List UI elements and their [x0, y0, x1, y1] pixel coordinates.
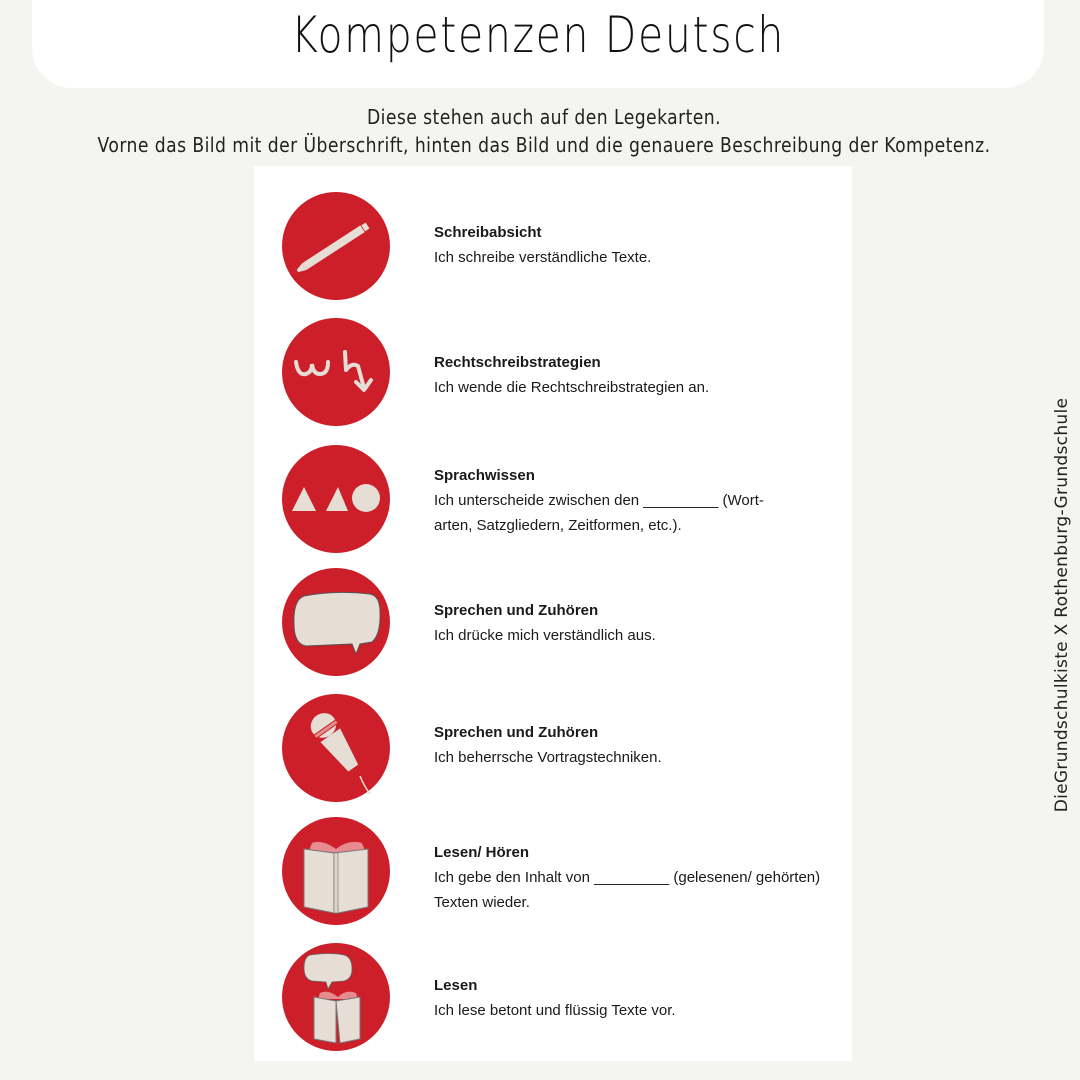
microphone-icon: [282, 694, 390, 802]
item-description: Ich wende die Rechtschreibstrategien an.: [434, 379, 710, 396]
item-title: Lesen/ Hören: [434, 844, 530, 861]
competency-panel: [254, 166, 852, 1061]
item-description: Ich beherrsche Vortragstechniken.: [434, 749, 662, 766]
item-description: Ich lese betont und flüssig Texte vor.: [434, 1002, 676, 1019]
item-description-cont: arten, Satzgliedern, Zeitformen, etc.).: [434, 517, 682, 534]
shapes-icon: [282, 445, 390, 553]
intro-line-2: Vorne das Bild mit der Überschrift, hinten das Bild und die genauere Beschreibung der Kompetenz.: [97, 133, 991, 157]
item-title: Sprechen und Zuhören: [434, 724, 599, 741]
item-description-cont: Texten wieder.: [434, 894, 530, 911]
page-title: Kompetenzen Deutsch: [290, 6, 786, 64]
header-card: [32, 0, 1044, 88]
item-title: Sprechen und Zuhören: [434, 602, 599, 619]
pencil-icon: [282, 192, 390, 300]
spelling-strategy-icon: [282, 318, 390, 426]
item-title: Schreibabsicht: [434, 224, 542, 241]
reading-aloud-icon: [282, 943, 390, 1051]
item-description: Ich schreibe verständliche Texte.: [434, 249, 652, 266]
open-book-icon: [282, 817, 390, 925]
item-title: Lesen: [434, 977, 478, 994]
intro-line-1: Diese stehen auch auf den Legekarten.: [366, 105, 722, 129]
credit-vertical: DieGrundschulkiste X Rothenburg-Grundschule: [1052, 397, 1072, 813]
speech-bubble-icon: [282, 568, 390, 676]
item-description: Ich drücke mich verständlich aus.: [434, 627, 656, 644]
item-title: Rechtschreibstrategien: [434, 354, 601, 371]
item-description: Ich gebe den Inhalt von _________ (gelesenen/ gehörten): [434, 869, 821, 886]
item-title: Sprachwissen: [434, 467, 535, 484]
item-description: Ich unterscheide zwischen den _________ (Wort-: [434, 492, 764, 509]
